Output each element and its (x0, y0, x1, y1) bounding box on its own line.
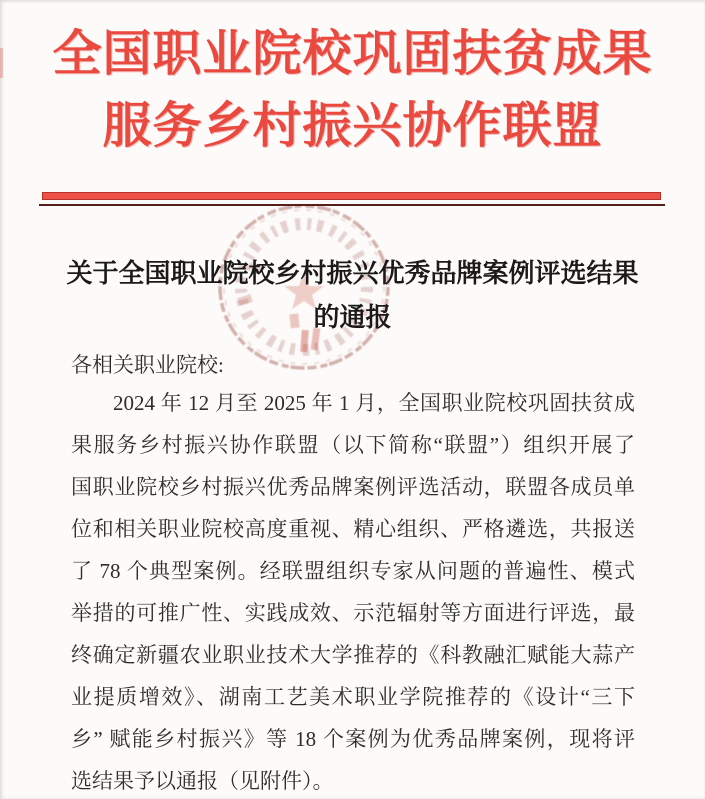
body-line: 选结果予以通报（见附件）。 (71, 769, 334, 793)
salutation: 各相关职业院校: (71, 353, 224, 377)
document-title-line1: 关于全国职业院校乡村振兴优秀品牌案例评选结果 (66, 259, 639, 288)
body-line: 了 78 个典型案例。经联盟组织专家从问题的普遍性、模式 (71, 559, 635, 583)
document-title (0, 252, 705, 340)
body-line: 果服务乡村振兴协作联盟（以下简称“联盟”）组织开展了 (71, 433, 635, 457)
document-title-line2: 的通报 (313, 303, 392, 332)
body-line: 举措的可推广性、实践成效、示范辐射等方面进行评选，最 (71, 601, 635, 625)
body-paragraph (71, 382, 635, 799)
body-line: 终确定新疆农业职业技术大学推荐的《科教融汇赋能大蒜产 (71, 643, 635, 667)
body-line: 位和相关职业院校高度重视、精心组织、严格遴选，共报送 (71, 517, 635, 541)
body-line: 国职业院校乡村振兴优秀品牌案例评选活动，联盟各成员单 (71, 475, 635, 499)
red-header-divider (42, 192, 661, 206)
divider-thin-rule (39, 204, 665, 206)
body-line: 乡” 赋能乡村振兴》等 18 个案例为优秀品牌案例，现将评 (71, 727, 635, 751)
divider-thick-bar (42, 192, 661, 200)
body-line: 业提质增效》、湖南工艺美术职业学院推荐的《设计“三下 (71, 685, 635, 709)
league-masthead-line2: 服务乡村振兴协作联盟 (102, 98, 603, 153)
league-masthead-line1: 全国职业院校巩固扶贫成果 (52, 26, 653, 81)
league-masthead (0, 0, 705, 162)
body-line: 2024 年 12 月至 2025 年 1 月，全国职业院校巩固扶贫成 (113, 391, 635, 415)
